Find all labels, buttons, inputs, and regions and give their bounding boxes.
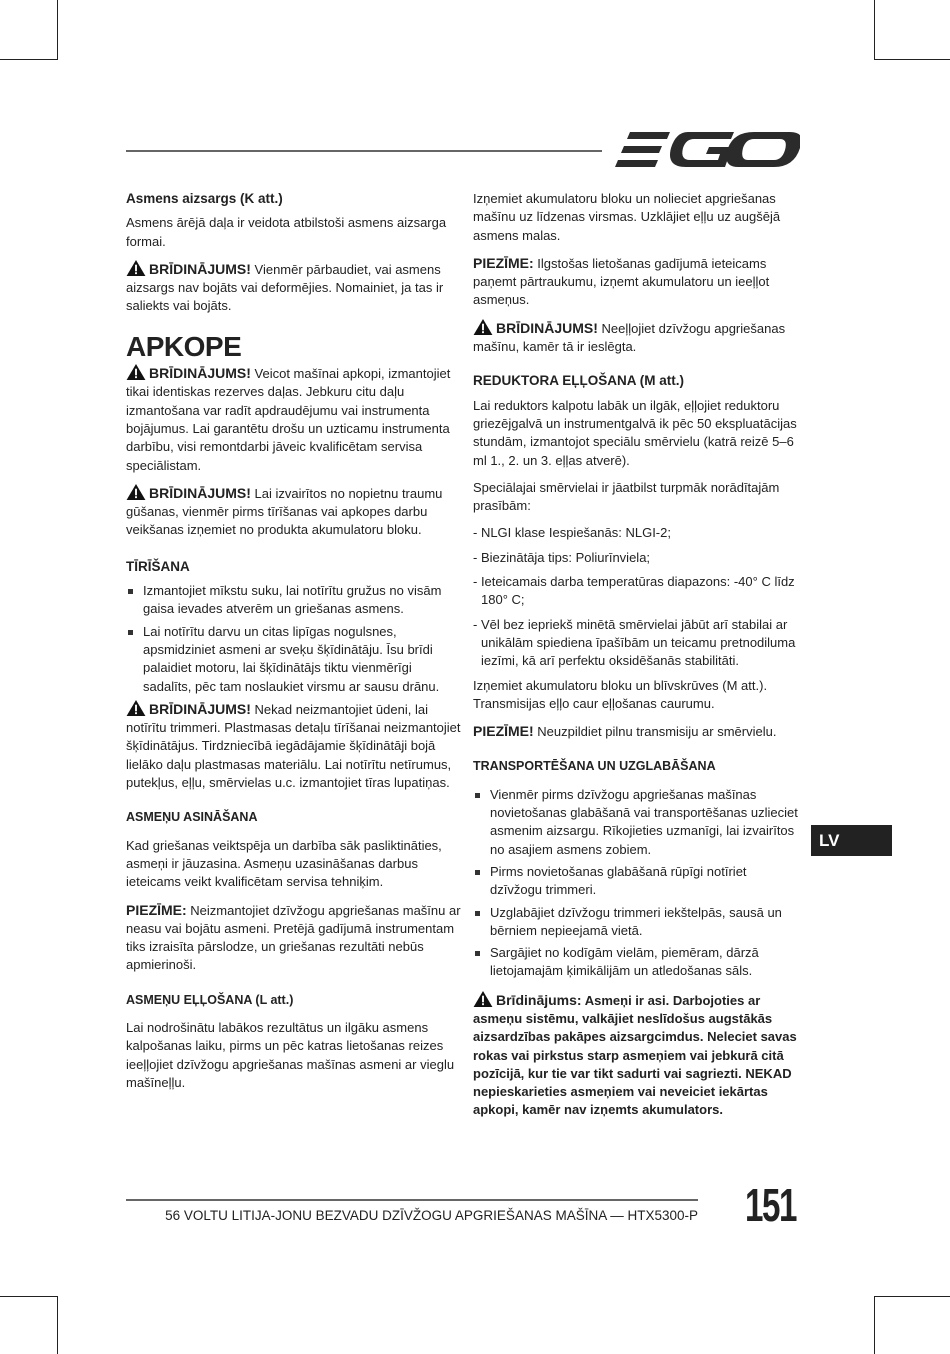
language-tab: LV <box>811 825 892 856</box>
final-warning <box>473 991 801 1120</box>
cleaning-list <box>126 582 461 696</box>
note-text: Ilgstošas lietošanas gadījumā ieteicams paņemt pārtraukumu, izņemt akumulatoru un ieeļļot asmeņus. <box>473 255 770 308</box>
gearbox-note <box>473 722 801 741</box>
warning-icon <box>126 260 146 276</box>
gearbox-title: REDUKTORA EĻĻOŠANA (M att.) <box>473 373 684 389</box>
note-label: PIEZĪME! <box>473 723 534 740</box>
warning-text: Nekad neizmantojiet ūdeni, lai notīrītu trimmeri. Plastmasas detaļu tīrīšanai neizmantojiet šķīdinātājus. Tirdzniecībā iegādājamie šķīdinātāji bojā lielāko daļu plastmasas materiālu. Lai notīrītu netīrumus, putekļus, eļļu, smērvielas u.c. izmantojiet tīras lupatiņas. <box>126 701 461 791</box>
oiling-warning <box>473 319 801 357</box>
note-text: Neizmantojiet dzīvžogu apgriešanas mašīnu ar neasu vai bojātu asmeni. Pretējā gadījumā instrumentam tiks izraisīta pārslodze, un griešanas rezultāti nebūs apmierinoši. <box>126 902 461 973</box>
crop-mark <box>57 0 58 60</box>
footer-rule <box>126 1199 698 1201</box>
warning-label: BRĪDINĀJUMS! <box>149 484 251 501</box>
left-column <box>126 190 461 1101</box>
warning-icon <box>126 484 146 500</box>
note-text: Neuzpildiet pilnu transmisiju ar smērvielu. <box>537 724 777 740</box>
cleaning-warning <box>126 700 461 792</box>
sharpening-title: ASMEŅU ASINĀŠANA <box>126 810 258 825</box>
header-rule <box>126 150 602 152</box>
list-item: - NLGI klase Iespiešanās: NLGI-2; <box>473 525 671 541</box>
list-item: Vienmēr pirms dzīvžogu apgriešanas mašīnas novietošanas glabāšanā vai transportēšanas uzlieciet asmenim aizsargu. Rīkojieties uzmanīgi, lai izvairītos no asajiem asmens zobiem. <box>473 786 801 859</box>
oiling-title: ASMEŅU EĻĻOŠANA (L att.) <box>126 992 294 1007</box>
guard-title: Asmens aizsargs (K att.) <box>126 191 283 206</box>
oiling-note <box>473 254 801 310</box>
transport-title: TRANSPORTĒŠANA UN UZGLABĀŠANA <box>473 759 716 774</box>
crop-mark <box>874 1296 950 1297</box>
list-item: Pirms novietošanas glabāšanā rūpīgi notīriet dzīvžogu trimmeri. <box>473 863 801 900</box>
warning-text: Neeļļojiet dzīvžogu apgriešanas mašīnu, kamēr tā ir ieslēgta. <box>473 320 786 355</box>
warning-text: Asmeņi ir asi. Darbojoties ar asmeņu sistēmu, valkājiet neslīdošus augstākās aizsardzības pakāpes aizsargcimdus. Neleciet savas rokas vai pirkstus starp asmeņiem vai jebkurā citā pozīcijā, kur tie var tikt sadurti vai sagriezti. NEKAD nepieskarieties asmeņiem vai neveiciet iekārtas apkopi, kamēr nav izņemts akumulators. <box>473 992 797 1118</box>
warning-icon <box>473 991 493 1007</box>
oiling-text: Lai nodrošinātu labākos rezultātus un ilgāku asmens kalpošanas laiku, pirms un pēc katras lietošanas reizes ieeļļojiet dzīvžogu apgriešanas mašīnas asmeni ar vieglu mašīneļļu. <box>126 1019 455 1090</box>
sharpening-text: Kad griešanas veiktspēja un darbība sāk pasliktināties, asmeņi ir jāuzasina. Asmeņu uzasināšanas darbus ieteicams veikt kvalificētam servisa tehniķim. <box>126 837 442 890</box>
gearbox-requirements: Speciālajai smērvielai ir jāatbilst turpmāk norādītajām prasībām: <box>473 479 780 514</box>
warning-text: Lai izvairītos no nopietnu traumu gūšanas, vienmēr pirms tīrīšanas vai apkopes darbu veikšanas izņemiet no produkta akumulatoru bloku. <box>126 485 443 538</box>
gearbox-remove-text: Izņemiet akumulatoru bloku un blīvskrūves (M att.). Transmisijas eļļo caur eļļošanas caurumu. <box>473 677 768 711</box>
right-column <box>473 190 801 1129</box>
transport-list <box>473 786 801 981</box>
warning-text: Vienmēr pārbaudiet, vai asmens aizsargs nav bojāts vai deformējies. Nomainiet, ja tas ir saliekts vai bojāts. <box>126 261 444 314</box>
guard-text: Asmens ārējā daļa ir veidota atbilstoši asmens aizsarga formai. <box>126 215 447 249</box>
oiling-continued: Izņemiet akumulatoru bloku un nolieciet apgriešanas mašīnu uz līdzenas virsmas. Uzklājiet eļļu uz augšējā asmens malas. <box>473 191 781 243</box>
warning-label: BRĪDINĀJUMS! <box>149 365 251 382</box>
grease-spec-list <box>473 524 801 670</box>
guard-warning <box>126 260 461 316</box>
list-item: - Ieteicamais darba temperatūras diapazons: -40° C līdz 180° C; <box>473 574 795 608</box>
warning-icon <box>473 319 493 335</box>
warning-label: Brīdinājums: <box>496 991 582 1008</box>
cleaning-title: TĪRĪŠANA <box>126 558 190 574</box>
note-label: PIEZĪME: <box>126 901 187 918</box>
list-item: - Vēl bez iepriekš minētā smērvielai jābūt arī stabilai ar unikālām spiediena īpašībām un teicamu pretnodiluma iezīmi, kā arī perfektu oksidēšanās stabilitāti. <box>473 616 796 669</box>
list-item: - Biezinātāja tips: Poliurīnviela; <box>473 549 651 565</box>
page-number: 151 <box>745 1179 796 1231</box>
warning-label: BRĪDINĀJUMS! <box>496 319 598 336</box>
warning-label: BRĪDINĀJUMS! <box>149 700 251 717</box>
list-item: Sargājiet no kodīgām vielām, piemēram, dārzā lietojamajām ķimikālijām un atledošanas sāls. <box>473 944 801 981</box>
ego-logo <box>614 128 800 172</box>
warning-icon <box>126 700 146 716</box>
warning-text: Veicot mašīnai apkopi, izmantojiet tikai identiskas rezerves daļas. Jebkuru citu daļu izmantošana var radīt apdraudējumu vai instrumenta bojājumus. Lai garantētu drošu un uzticamu instrumenta darbību, visi remontdarbi jāveic kvalificētam servisa speciālistam. <box>126 366 451 473</box>
list-item: Izmantojiet mīkstu suku, lai notīrītu gružus no visām gaisa ievades atverēm un griešanas asmens. <box>126 582 461 619</box>
footer-text: 56 VOLTU LITIJA-JONU BEZVADU DZĪVŽOGU APGRIEŠANAS MAŠĪNA — HTX5300-P <box>165 1208 698 1223</box>
maintenance-warning-1 <box>126 364 461 475</box>
maintenance-warning-2 <box>126 484 461 540</box>
crop-mark <box>874 59 950 60</box>
maintenance-title: APKOPE <box>126 330 242 362</box>
crop-mark <box>874 0 875 60</box>
warning-label: BRĪDINĀJUMS! <box>149 260 251 277</box>
gearbox-text: Lai reduktors kalpotu labāk un ilgāk, eļļojiet reduktoru griezējgalvā un instrumentgalvā ik pēc 50 ekspluatācijas stundām, izmantojot speciālu smērvielu (katrā reizē 5–6 ml 1., 2. un 3. eļļas atverē). <box>473 397 797 468</box>
crop-mark <box>874 1296 875 1354</box>
crop-mark <box>0 59 58 60</box>
list-item: Lai notīrītu darvu un citas lipīgas nogulsnes, apsmidziniet asmeni ar sveķu šķīdinātāju. Īsu brīdi palaidiet motoru, lai šķīdinātājs tiktu vienmērīgi sadalīts, pēc tam noslaukiet virsmu ar sausu drānu. <box>126 623 461 696</box>
list-item: Uzglabājiet dzīvžogu trimmeri iekštelpās, sausā un bērniem nepieejamā vietā. <box>473 904 801 941</box>
warning-icon <box>126 364 146 380</box>
crop-mark <box>0 1296 58 1297</box>
sharpening-note <box>126 901 461 975</box>
crop-mark <box>57 1296 58 1354</box>
note-label: PIEZĪME: <box>473 254 534 271</box>
